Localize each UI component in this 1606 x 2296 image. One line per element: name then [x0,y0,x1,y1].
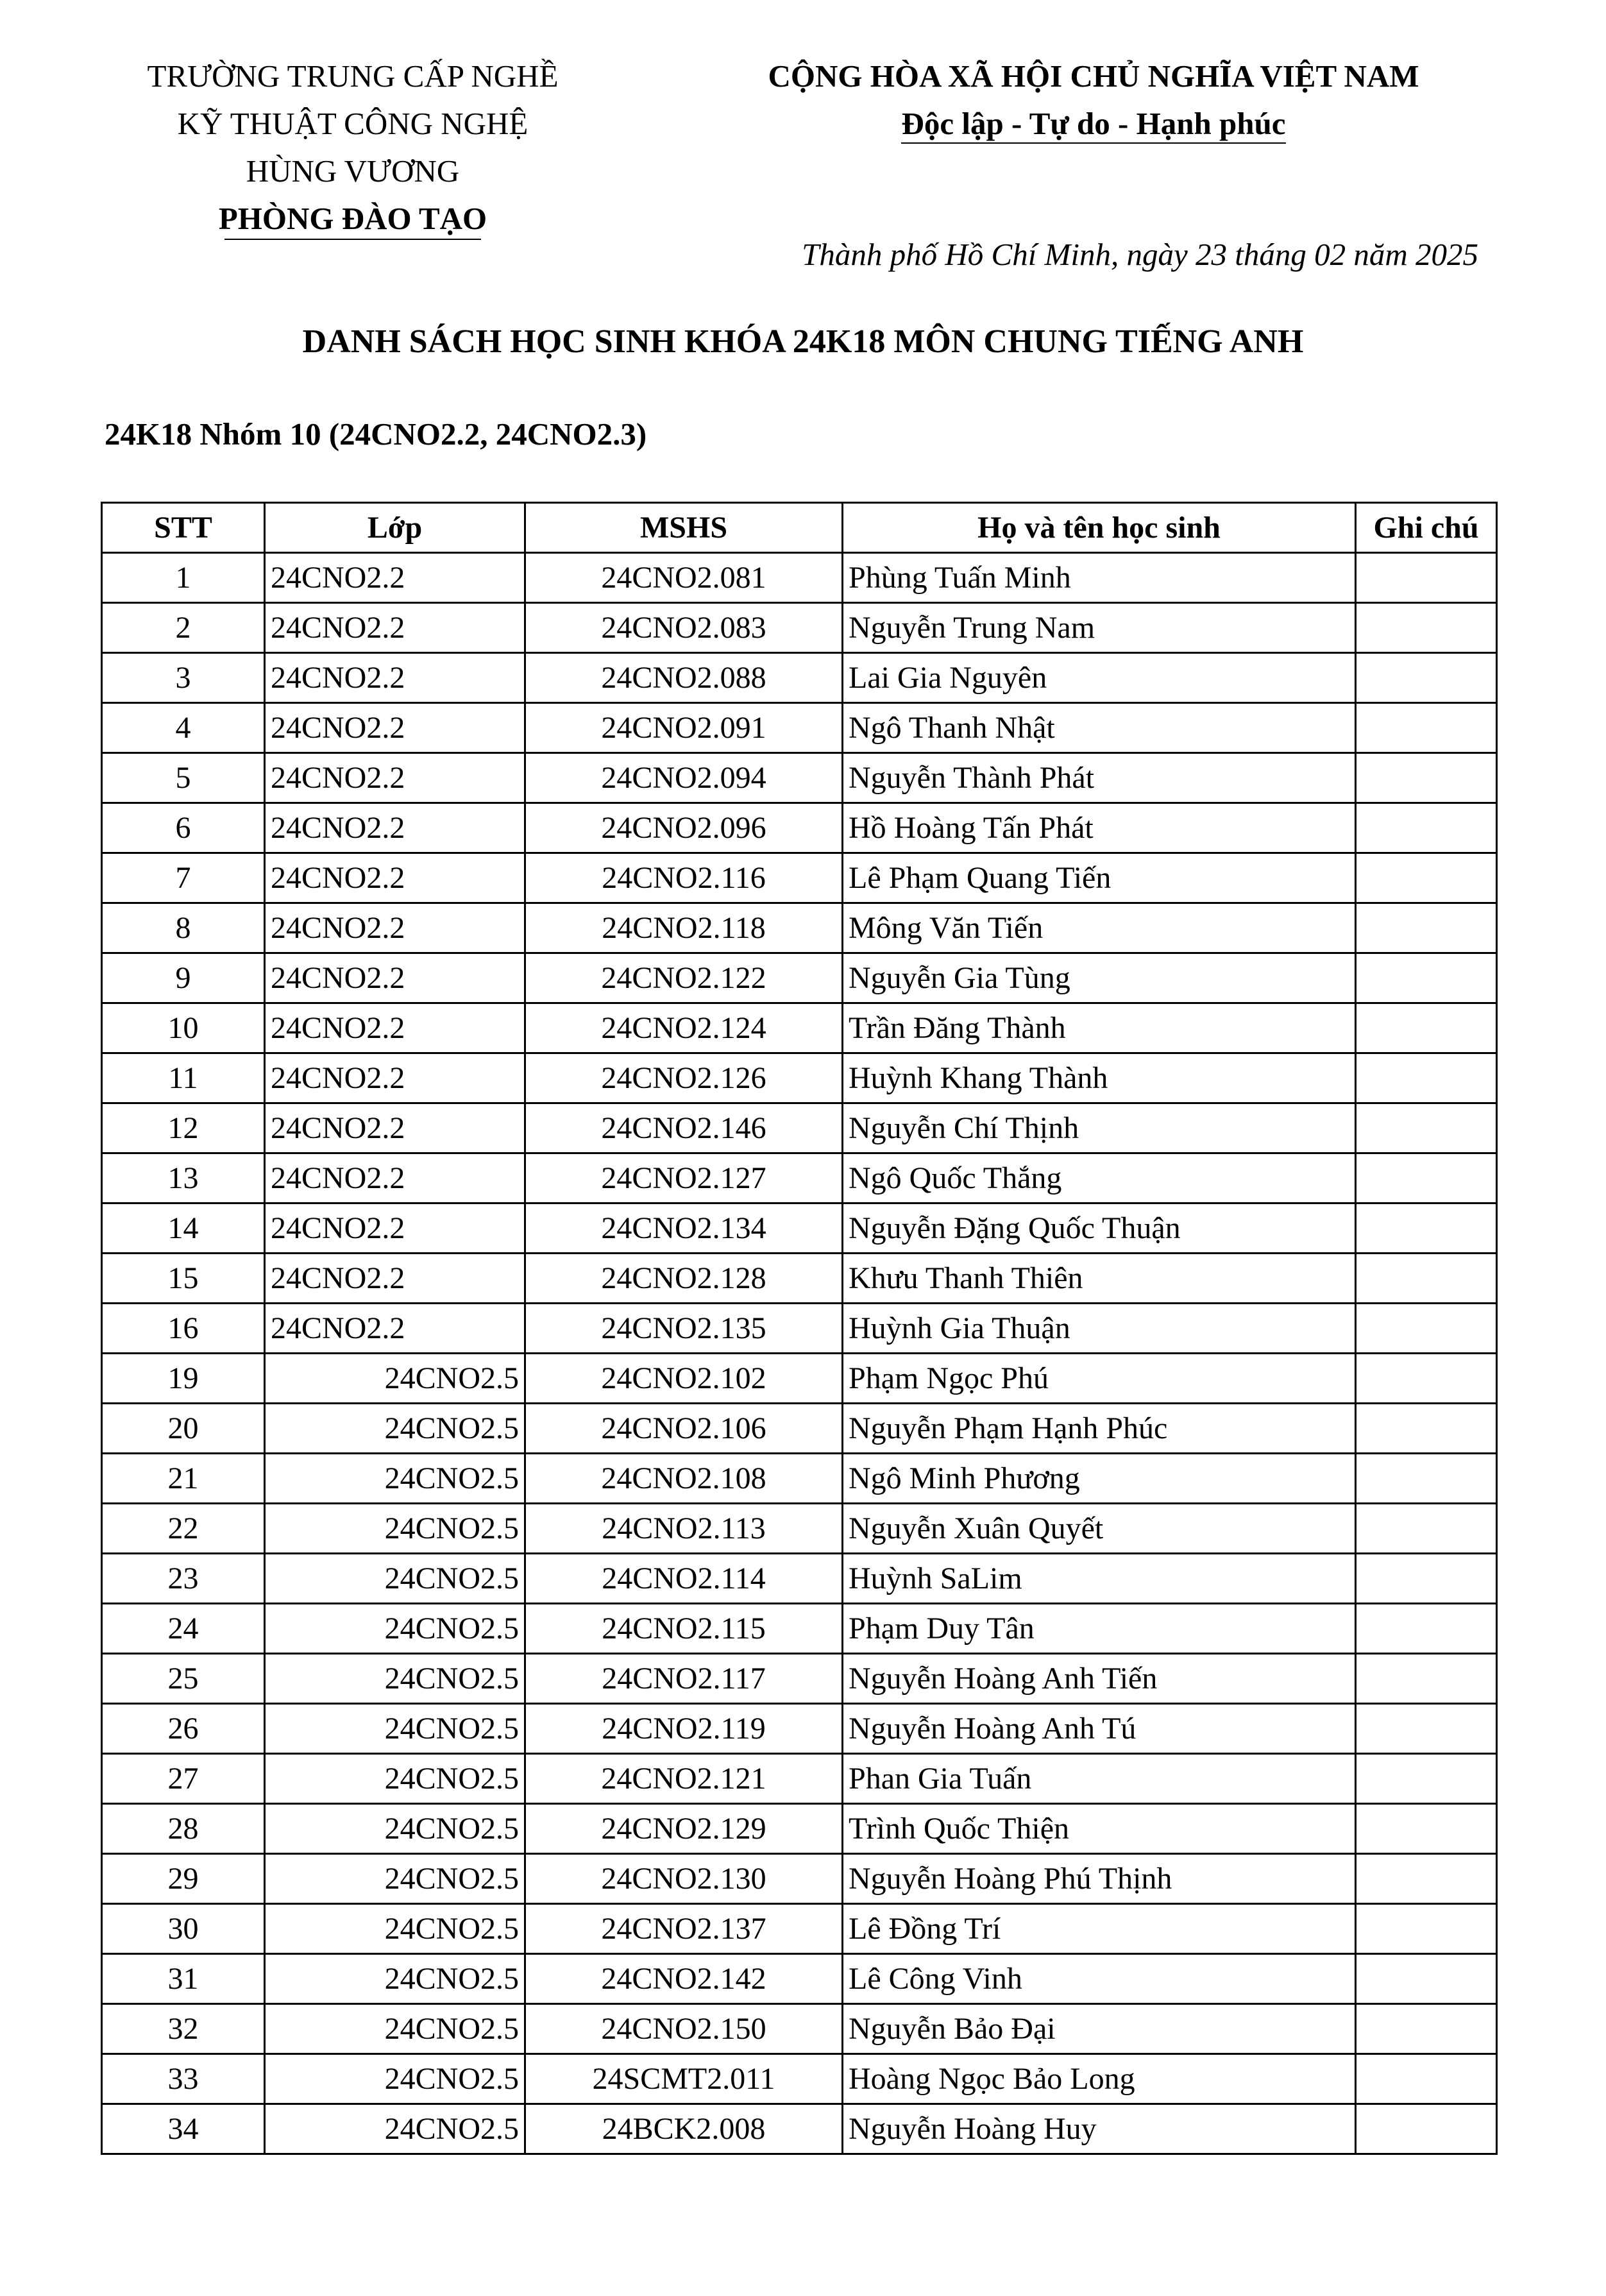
cell-note [1356,1003,1497,1053]
cell-stt: 10 [102,1003,265,1053]
cell-student-name: Hồ Hoàng Tấn Phát [843,803,1356,853]
cell-class: 24CNO2.5 [265,1904,525,1954]
cell-student-id: 24CNO2.122 [525,953,843,1003]
cell-student-id: 24SCMT2.011 [525,2054,843,2104]
cell-note [1356,903,1497,953]
cell-class: 24CNO2.5 [265,1704,525,1754]
cell-stt: 9 [102,953,265,1003]
cell-student-name: Huỳnh Gia Thuận [843,1304,1356,1354]
table-row [102,1053,1497,1103]
cell-note [1356,753,1497,803]
cell-class: 24CNO2.5 [265,1804,525,1854]
cell-student-id: 24CNO2.134 [525,1203,843,1254]
table-row [102,603,1497,653]
cell-student-id: 24CNO2.094 [525,753,843,803]
table-row [102,1904,1497,1954]
cell-student-name: Nguyễn Phạm Hạnh Phúc [843,1404,1356,1454]
table-row [102,753,1497,803]
col-header-class: Lớp [265,503,525,553]
cell-stt: 19 [102,1354,265,1404]
cell-note [1356,603,1497,653]
cell-note [1356,1153,1497,1203]
document-title: DANH SÁCH HỌC SINH KHÓA 24K18 MÔN CHUNG TIẾNG ANH [302,323,1304,360]
table-header-row [102,503,1497,553]
cell-stt: 24 [102,1604,265,1654]
cell-note [1356,1704,1497,1754]
table-row [102,703,1497,753]
cell-stt: 16 [102,1304,265,1354]
cell-student-id: 24CNO2.121 [525,1754,843,1804]
cell-student-id: 24CNO2.113 [525,1504,843,1554]
table-row [102,653,1497,703]
cell-student-name: Lê Đồng Trí [843,1904,1356,1954]
school-header [125,53,580,240]
cell-stt: 8 [102,903,265,953]
cell-student-name: Nguyễn Gia Tùng [843,953,1356,1003]
col-header-note: Ghi chú [1356,503,1497,553]
cell-note [1356,553,1497,603]
cell-student-id: 24CNO2.135 [525,1304,843,1354]
cell-stt: 4 [102,703,265,753]
cell-class: 24CNO2.2 [265,803,525,853]
group-title: 24K18 Nhóm 10 (24CNO2.2, 24CNO2.3) [105,416,647,452]
cell-class: 24CNO2.5 [265,1654,525,1704]
cell-student-name: Huỳnh Khang Thành [843,1053,1356,1103]
table-row [102,903,1497,953]
table-row [102,1203,1497,1254]
cell-student-id: 24CNO2.117 [525,1654,843,1704]
cell-student-id: 24CNO2.129 [525,1804,843,1854]
cell-note [1356,2004,1497,2054]
cell-student-id: 24CNO2.119 [525,1704,843,1754]
cell-class: 24CNO2.5 [265,1854,525,1904]
cell-note [1356,1053,1497,1103]
cell-stt: 15 [102,1254,265,1304]
cell-stt: 14 [102,1203,265,1254]
cell-stt: 22 [102,1504,265,1554]
cell-class: 24CNO2.5 [265,1554,525,1604]
cell-student-name: Ngô Quốc Thắng [843,1153,1356,1203]
cell-student-name: Mông Văn Tiến [843,903,1356,953]
cell-class: 24CNO2.5 [265,1454,525,1504]
cell-stt: 13 [102,1153,265,1203]
student-table [101,502,1498,2155]
cell-note [1356,2104,1497,2154]
cell-note [1356,853,1497,903]
cell-student-name: Ngô Thanh Nhật [843,703,1356,753]
cell-student-id: 24CNO2.096 [525,803,843,853]
cell-class: 24CNO2.5 [265,2104,525,2154]
cell-stt: 11 [102,1053,265,1103]
cell-note [1356,953,1497,1003]
cell-stt: 20 [102,1404,265,1454]
cell-stt: 33 [102,2054,265,2104]
table-row [102,2004,1497,2054]
cell-student-name: Nguyễn Thành Phát [843,753,1356,803]
cell-stt: 3 [102,653,265,703]
cell-note [1356,1554,1497,1604]
cell-student-name: Khưu Thanh Thiên [843,1254,1356,1304]
cell-stt: 32 [102,2004,265,2054]
table-row [102,1704,1497,1754]
cell-class: 24CNO2.2 [265,653,525,703]
table-row [102,1554,1497,1604]
cell-class: 24CNO2.2 [265,553,525,603]
table-row [102,1354,1497,1404]
cell-student-name: Hoàng Ngọc Bảo Long [843,2054,1356,2104]
cell-student-id: 24CNO2.116 [525,853,843,903]
cell-note [1356,1203,1497,1254]
cell-class: 24CNO2.2 [265,853,525,903]
cell-note [1356,1103,1497,1153]
school-name-line-3: HÙNG VƯƠNG [246,153,460,189]
cell-student-id: 24CNO2.102 [525,1354,843,1404]
cell-note [1356,1254,1497,1304]
cell-class: 24CNO2.5 [265,1754,525,1804]
cell-stt: 6 [102,803,265,853]
cell-student-id: 24CNO2.118 [525,903,843,953]
cell-student-name: Nguyễn Bảo Đại [843,2004,1356,2054]
cell-student-name: Lê Phạm Quang Tiến [843,853,1356,903]
cell-student-name: Huỳnh SaLim [843,1554,1356,1604]
table-row [102,1654,1497,1704]
table-row [102,803,1497,853]
cell-note [1356,703,1497,753]
table-row [102,853,1497,903]
table-row [102,1153,1497,1203]
cell-student-id: 24CNO2.146 [525,1103,843,1153]
cell-student-id: 24CNO2.108 [525,1454,843,1504]
cell-note [1356,653,1497,703]
cell-student-id: 24CNO2.128 [525,1254,843,1304]
table-body [102,553,1497,2154]
cell-student-name: Nguyễn Hoàng Anh Tiến [843,1654,1356,1704]
cell-stt: 28 [102,1804,265,1854]
cell-class: 24CNO2.2 [265,1254,525,1304]
cell-note [1356,1504,1497,1554]
cell-class: 24CNO2.2 [265,953,525,1003]
col-header-stt: STT [102,503,265,553]
cell-class: 24CNO2.2 [265,753,525,803]
cell-class: 24CNO2.5 [265,1954,525,2004]
cell-student-id: 24CNO2.137 [525,1904,843,1954]
cell-class: 24CNO2.5 [265,1604,525,1654]
cell-student-id: 24CNO2.124 [525,1003,843,1053]
cell-student-name: Lai Gia Nguyên [843,653,1356,703]
cell-student-name: Nguyễn Hoàng Huy [843,2104,1356,2154]
cell-student-name: Nguyễn Xuân Quyết [843,1504,1356,1554]
cell-student-name: Ngô Minh Phương [843,1454,1356,1504]
cell-student-name: Nguyễn Hoàng Anh Tú [843,1704,1356,1754]
cell-student-name: Nguyễn Chí Thịnh [843,1103,1356,1153]
cell-class: 24CNO2.2 [265,1304,525,1354]
cell-student-name: Phan Gia Tuấn [843,1754,1356,1804]
cell-student-id: 24CNO2.106 [525,1404,843,1454]
cell-student-name: Phùng Tuấn Minh [843,553,1356,603]
cell-stt: 21 [102,1454,265,1504]
table-row [102,953,1497,1003]
cell-student-id: 24BCK2.008 [525,2104,843,2154]
cell-note [1356,1954,1497,2004]
cell-class: 24CNO2.2 [265,703,525,753]
table-row [102,2104,1497,2154]
cell-stt: 34 [102,2104,265,2154]
date-line: Thành phố Hồ Chí Minh, ngày 23 tháng 02 năm 2025 [802,237,1478,272]
cell-note [1356,1904,1497,1954]
school-name-line-1: TRƯỜNG TRUNG CẤP NGHỀ [147,58,559,94]
cell-student-id: 24CNO2.127 [525,1153,843,1203]
cell-note [1356,1654,1497,1704]
cell-stt: 1 [102,553,265,603]
cell-class: 24CNO2.2 [265,1003,525,1053]
cell-note [1356,1804,1497,1854]
cell-student-id: 24CNO2.091 [525,703,843,753]
cell-student-id: 24CNO2.142 [525,1954,843,2004]
col-header-student-id: MSHS [525,503,843,553]
table-row [102,1254,1497,1304]
table-row [102,1454,1497,1504]
cell-student-name: Phạm Ngọc Phú [843,1354,1356,1404]
cell-student-id: 24CNO2.150 [525,2004,843,2054]
cell-note [1356,1404,1497,1454]
cell-student-name: Nguyễn Đặng Quốc Thuận [843,1203,1356,1254]
cell-stt: 29 [102,1854,265,1904]
cell-student-id: 24CNO2.115 [525,1604,843,1654]
national-header [718,53,1469,144]
table-row [102,553,1497,603]
cell-stt: 12 [102,1103,265,1153]
table-row [102,1804,1497,1854]
cell-stt: 27 [102,1754,265,1804]
table-row [102,1604,1497,1654]
cell-stt: 31 [102,1954,265,2004]
cell-note [1356,1604,1497,1654]
school-name-line-2: KỸ THUẬT CÔNG NGHỆ [177,106,528,141]
cell-note [1356,2054,1497,2104]
cell-stt: 2 [102,603,265,653]
cell-student-id: 24CNO2.114 [525,1554,843,1604]
cell-note [1356,1454,1497,1504]
cell-class: 24CNO2.5 [265,2004,525,2054]
cell-class: 24CNO2.5 [265,2054,525,2104]
table-row [102,1854,1497,1904]
table-row [102,1954,1497,2004]
cell-note [1356,1754,1497,1804]
cell-class: 24CNO2.5 [265,1354,525,1404]
cell-note [1356,803,1497,853]
table-row [102,2054,1497,2104]
cell-class: 24CNO2.2 [265,1153,525,1203]
table-row [102,1754,1497,1804]
col-header-student-name: Họ và tên học sinh [843,503,1356,553]
cell-class: 24CNO2.2 [265,1203,525,1254]
cell-class: 24CNO2.2 [265,603,525,653]
cell-stt: 26 [102,1704,265,1754]
cell-stt: 30 [102,1904,265,1954]
table-row [102,1304,1497,1354]
cell-class: 24CNO2.5 [265,1504,525,1554]
cell-stt: 23 [102,1554,265,1604]
country-name: CỘNG HÒA XÃ HỘI CHỦ NGHĨA VIỆT NAM [768,58,1419,94]
cell-class: 24CNO2.5 [265,1404,525,1454]
cell-stt: 7 [102,853,265,903]
national-motto: Độc lập - Tự do - Hạnh phúc [901,106,1286,141]
cell-student-name: Lê Công Vinh [843,1954,1356,2004]
table-row [102,1103,1497,1153]
cell-student-name: Phạm Duy Tân [843,1604,1356,1654]
cell-note [1356,1354,1497,1404]
table-row [102,1003,1497,1053]
cell-note [1356,1304,1497,1354]
table-row [102,1404,1497,1454]
table-row [102,1504,1497,1554]
cell-student-name: Nguyễn Hoàng Phú Thịnh [843,1854,1356,1904]
cell-stt: 25 [102,1654,265,1704]
cell-student-id: 24CNO2.083 [525,603,843,653]
cell-student-id: 24CNO2.126 [525,1053,843,1103]
cell-stt: 5 [102,753,265,803]
department-name: PHÒNG ĐÀO TẠO [218,201,487,236]
cell-student-id: 24CNO2.088 [525,653,843,703]
cell-student-id: 24CNO2.130 [525,1854,843,1904]
cell-class: 24CNO2.2 [265,1053,525,1103]
cell-class: 24CNO2.2 [265,903,525,953]
cell-student-name: Trình Quốc Thiện [843,1804,1356,1854]
cell-note [1356,1854,1497,1904]
cell-student-name: Nguyễn Trung Nam [843,603,1356,653]
cell-student-name: Trần Đăng Thành [843,1003,1356,1053]
cell-student-id: 24CNO2.081 [525,553,843,603]
cell-class: 24CNO2.2 [265,1103,525,1153]
